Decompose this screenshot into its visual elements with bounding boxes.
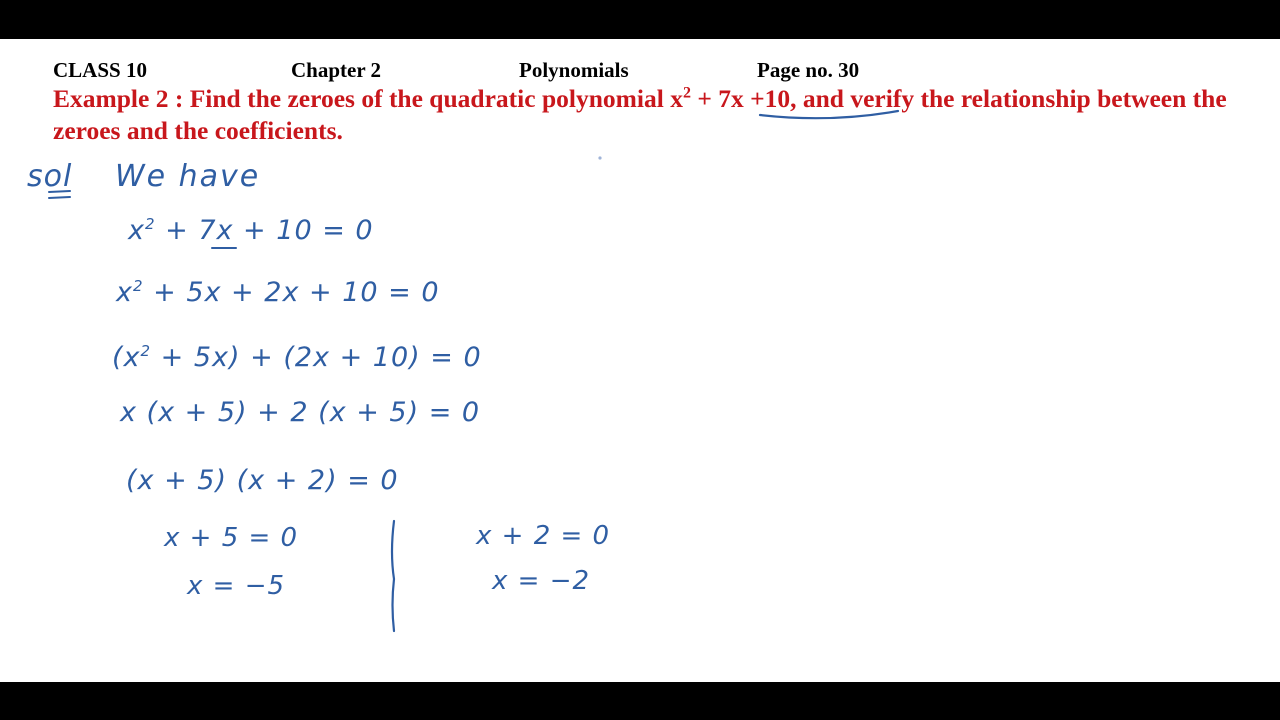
case-divider [392,521,394,631]
worksheet-page [0,39,1280,682]
chapter-label: Chapter 2 [291,58,382,82]
we-have-text: We have [115,159,261,194]
topic-label: Polynomials [519,58,629,82]
solution-step-3: $(x^2 + 5x) + (2x + 10) = 0$ [112,342,482,373]
polynomial-underline [760,111,898,118]
page-number-label: Page no. 30 [757,58,860,82]
right-case-equation: x + 2 = 0 [476,521,611,551]
left-case-equation: x + 5 = 0 [164,523,299,553]
question-polynomial: $x^2 + 7x +10$ [670,84,791,113]
left-case-result: x = −5 [187,571,286,601]
right-case-result: x = −2 [492,566,591,596]
class-label: CLASS 10 [53,58,147,82]
solution-step-1: $x^2 + 7x + 10 = 0$ [128,215,374,246]
solution-step-5: (x + 5) (x + 2) = 0 [126,465,399,496]
sol-label: sol [27,159,73,194]
solution-step-4: x (x + 5) + 2 (x + 5) = 0 [120,397,481,428]
question-suffix: , and verify the relationship between the zeroes and the coefficients. [53,84,1227,145]
question-prefix: Example 2 : Find the zeroes of the quadratic polynomial [53,84,671,113]
solution-step-2: $x^2 + 5x + 2x + 10 = 0$ [116,277,440,308]
stray-dot [598,156,601,159]
